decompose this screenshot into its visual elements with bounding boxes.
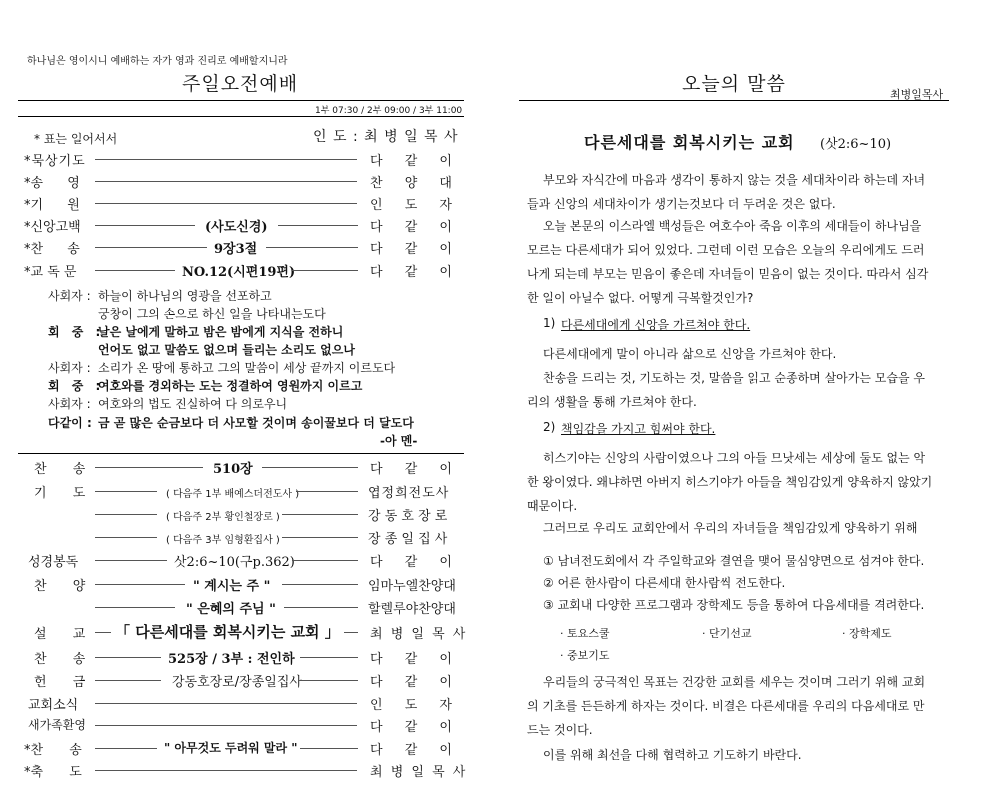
order-label: *신앙고백: [24, 220, 81, 235]
paragraph: 그러므로 우리도 교회안에서 우리의 자녀들을 책임감있게 양육하기 위해: [543, 521, 918, 535]
order-label: 찬 송: [34, 462, 86, 477]
heading-number: 2): [543, 420, 556, 434]
heading: 다른세대에게 신앙을 가르쳐야 한다.: [561, 318, 751, 332]
paragraph: 오늘 본문의 이스라엘 백성들은 여호수아 죽음 이후의 세대들이 하나님을 모르는 다른세대가 되어 있었다. 그런데 이런 모습은 오늘의 우리에게도 드러나게 되는데 부모는 믿음이 좋은데 자녀들이 믿음이 없는 것이다. 따라서 심각한 일이 아닐수 없다. 어떻게 극복할것인가?: [527, 219, 929, 305]
order-person: 다 같 이: [370, 743, 454, 758]
order-label: *송 영: [24, 176, 80, 191]
bullet-item: · 단기선교: [702, 627, 752, 640]
order-detail: 510장: [213, 462, 253, 477]
list-item: ② 어른 한사람이 다른세대 한사람씩 전도한다.: [543, 576, 786, 590]
reader-label: 다같이 :: [48, 416, 92, 430]
order-detail: ( 다음주 2부 황인철장로 ): [166, 512, 280, 523]
reading-line: 소리가 온 땅에 통하고 그의 말씀이 세상 끝까지 이르도다: [98, 361, 396, 375]
order-label: *교 독 문: [24, 265, 77, 280]
order-person: 엽정희전도사: [368, 486, 450, 501]
order-label: 기 도: [34, 486, 86, 501]
sermon-title: 다른세대를 회복시키는 교회: [584, 133, 795, 152]
order-label: 찬 송: [34, 652, 86, 667]
reading-line: 여호와의 법도 진실하여 다 의로우니: [98, 397, 288, 411]
reading-line: 여호와를 경외하는 도는 정결하여 영원까지 이르고: [98, 379, 363, 393]
word-title: 오늘의 말씀: [682, 73, 786, 95]
stand-note: * 표는 일어서서: [34, 132, 118, 146]
order-detail: (사도신경): [205, 220, 268, 235]
amen: -아 멘-: [380, 434, 418, 448]
paragraph: 부모와 자식간에 마음과 생각이 통하지 않는 것을 세대차이라 하는데 자녀들과 신앙의 세대차이가 생기는것보다 더 두려운 것은 없다.: [527, 173, 926, 211]
order-label: 새가족환영: [28, 718, 86, 732]
order-label: *찬 송: [24, 743, 82, 758]
heading-number: 1): [543, 316, 556, 330]
heading: 책임감을 가지고 힘써야 한다.: [561, 422, 716, 436]
reader-label: 회 중 :: [48, 379, 101, 393]
order-person: 장 종 일 집 사: [368, 532, 448, 547]
bullet-item: · 중보기도: [560, 649, 610, 662]
order-person: 최 병 일 목 사: [370, 765, 468, 780]
order-detail: ( 다음주 3부 임형환집사 ): [166, 535, 280, 546]
list-item: ③ 교회내 다양한 프로그램과 장학제도 등을 통하여 다음세대를 격려한다.: [543, 598, 925, 612]
order-person: 인 도 자: [370, 698, 454, 713]
list-item: ① 남녀전도회에서 각 주일학교와 결연을 맺어 물심양면으로 섬겨야 한다.: [543, 554, 925, 568]
order-person: 다 같 이: [370, 242, 454, 257]
order-label: *찬 송: [24, 242, 80, 257]
order-person: 찬 양 대: [370, 176, 454, 191]
order-label: 헌 금: [34, 675, 86, 690]
order-person: 다 같 이: [370, 652, 454, 667]
order-detail: 삿2:6~10(구p.362): [174, 555, 295, 570]
order-detail: 525장 / 3부 : 전인하: [168, 652, 295, 667]
motto: 하나님은 영이시니 예배하는 자가 영과 진리로 예배할지니라: [27, 56, 288, 67]
order-label: 교회소식: [28, 698, 79, 713]
order-person: 인 도 자: [370, 198, 454, 213]
leader: 인 도 : 최 병 일 목 사: [313, 129, 459, 145]
order-person: 할렐루야찬양대: [368, 602, 456, 617]
order-detail: ( 다음주 1부 배예스더전도사 ): [166, 489, 300, 500]
order-person: 다 같 이: [370, 675, 454, 690]
order-person: 다 같 이: [370, 154, 454, 169]
paragraph: 히스기야는 신앙의 사람이였으나 그의 아들 므낫세는 세상에 둘도 없는 악한 왕이였다. 왜냐하면 아버지 히스기야가 아들을 책임감있게 양육하지 않았기 때문이다.: [527, 451, 933, 513]
paragraph: 다른세대에게 말이 아니라 삶으로 신앙을 가르쳐야 한다.: [543, 347, 837, 361]
paragraph: 이를 위해 최선을 다해 협력하고 기도하기 바란다.: [543, 748, 802, 762]
order-label: 설 교: [34, 627, 86, 642]
order-person: 다 같 이: [370, 265, 454, 280]
reader-label: 회 중 :: [48, 325, 101, 339]
order-label: 성경봉독: [28, 555, 79, 570]
order-person: 다 같 이: [370, 555, 454, 570]
order-person: 다 같 이: [370, 462, 454, 477]
order-label: *기 원: [24, 198, 80, 213]
order-label: *묵상기도: [24, 154, 86, 169]
sermon-title-left: 「 다른세대를 회복시키는 교회 」: [115, 623, 340, 641]
service-times: 1부 07:30 / 2부 09:00 / 3부 11:00: [315, 106, 463, 116]
sermon-reference: (삿2:6~10): [820, 137, 892, 152]
reading-line: 금 곧 많은 순금보다 더 사모할 것이며 송이꿀보다 더 달도다: [98, 416, 414, 430]
paragraph: 우리들의 궁극적인 목표는 건강한 교회를 세우는 것이며 그러기 위해 교회의 기초를 든든하게 하자는 것이다. 비결은 다른세대를 우리의 다음세대로 만드는 것이다.: [527, 675, 926, 737]
order-label: *축 도: [24, 765, 82, 780]
order-detail: " 아무것도 두려워 말라 ": [164, 741, 298, 755]
service-title: 주일오전예배: [182, 73, 299, 95]
order-detail: NO.12(시편19편): [182, 265, 296, 280]
reading-line: 날은 날에게 말하고 밤은 밤에게 지식을 전하니: [98, 325, 344, 339]
order-person: 임마누엘찬양대: [368, 579, 456, 594]
order-detail: " 계시는 주 ": [193, 579, 271, 594]
reading-line: 궁창이 그의 손으로 하신 일을 나타내는도다: [98, 307, 326, 321]
author: 최병일목사: [890, 88, 944, 101]
reader-label: 사회자 :: [48, 397, 91, 411]
bullet-item: · 토요스쿨: [560, 627, 610, 640]
order-person: 다 같 이: [370, 720, 454, 735]
reader-label: 사회자 :: [48, 289, 91, 303]
order-person: 다 같 이: [370, 220, 454, 235]
order-detail: " 은혜의 주님 ": [186, 602, 276, 617]
order-person: 최 병 일 목 사: [370, 627, 468, 642]
paragraph: 찬송을 드리는 것, 기도하는 것, 말씀을 읽고 순종하며 살아가는 모습을 우리의 생활을 통해 가르쳐야 한다.: [527, 371, 925, 409]
order-detail: 강동호장로/장종일집사: [172, 675, 302, 690]
reader-label: 사회자 :: [48, 361, 91, 375]
reading-line: 하늘이 하나님의 영광을 선포하고: [98, 289, 272, 303]
order-person: 강 동 호 장 로: [368, 509, 448, 524]
order-label: 찬 양: [34, 579, 86, 594]
bullet-item: · 장학제도: [842, 627, 892, 640]
order-detail: 9장3절: [214, 242, 258, 257]
reading-line: 언어도 없고 말씀도 없으며 들리는 소리도 없으나: [98, 343, 355, 357]
